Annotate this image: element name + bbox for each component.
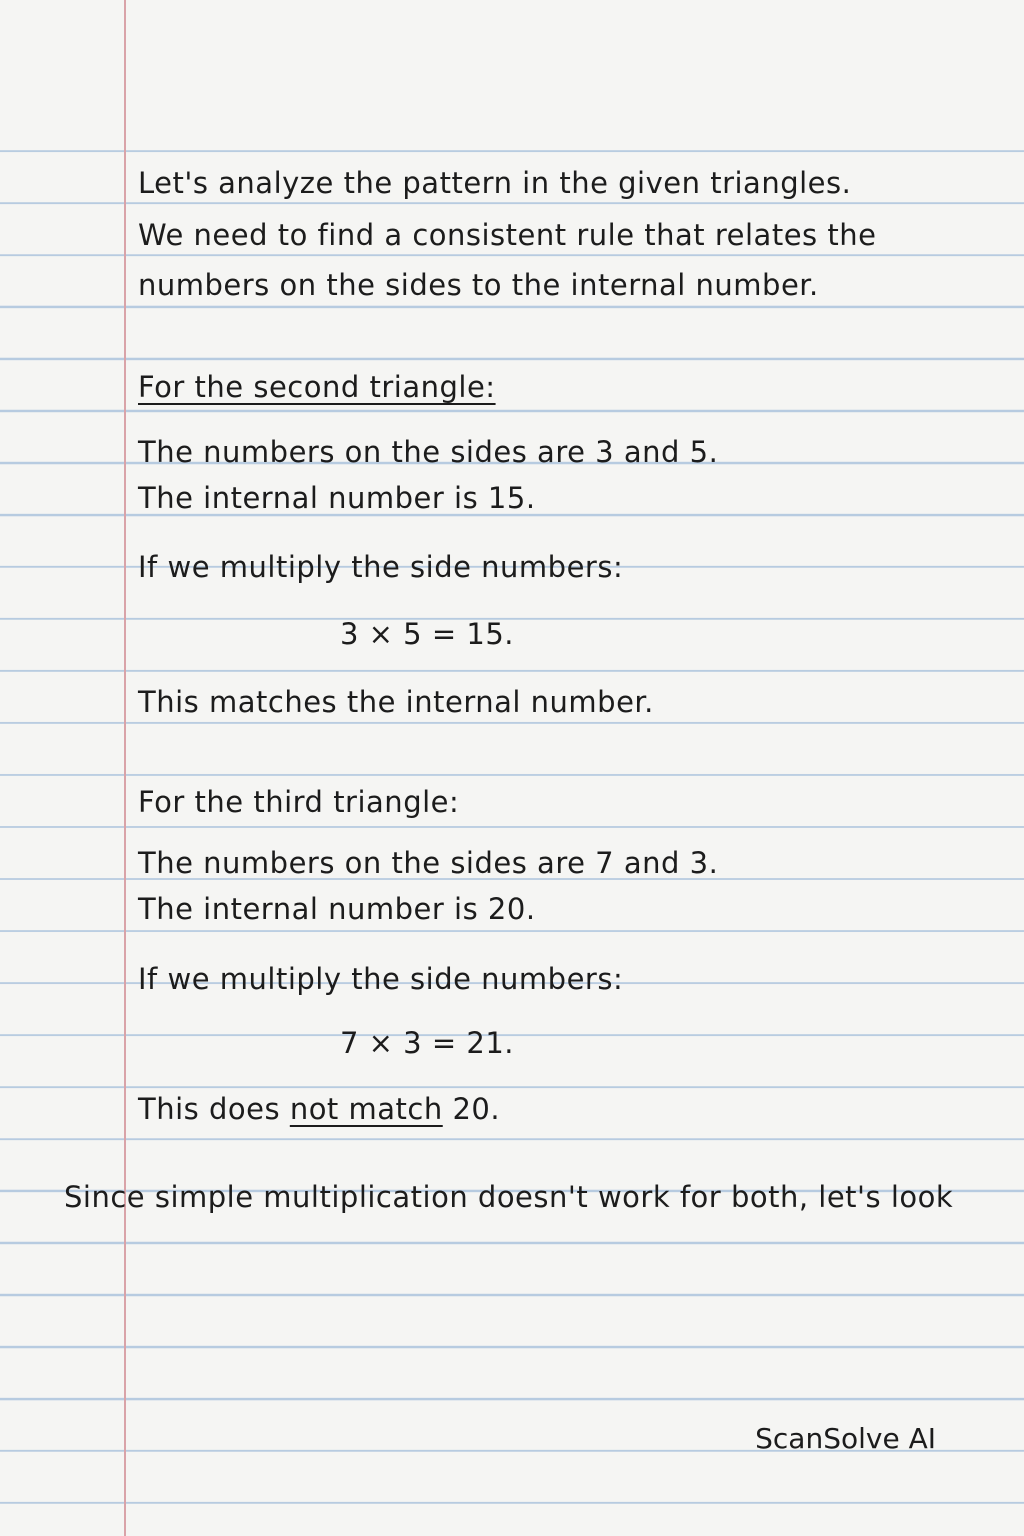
intro-line-1: Let's analyze the pattern in the given triangles.: [138, 166, 852, 200]
second-triangle-heading: For the second triangle:: [138, 370, 496, 404]
signature: ScanSolve AI: [755, 1422, 936, 1455]
third-result-suffix: 20.: [442, 1092, 501, 1126]
second-result: This matches the internal number.: [138, 685, 654, 719]
third-multiply-intro: If we multiply the side numbers:: [138, 962, 624, 996]
margin-line: [124, 0, 126, 1536]
second-multiply-intro: If we multiply the side numbers:: [138, 550, 624, 584]
intro-line-2: We need to find a consistent rule that relates the: [138, 218, 877, 252]
third-triangle-heading: For the third triangle:: [138, 785, 460, 819]
second-equation: 3 × 5 = 15.: [340, 617, 514, 651]
third-result-prefix: This does: [138, 1092, 290, 1126]
third-equation: 7 × 3 = 21.: [340, 1026, 514, 1060]
third-result-emphasis: not match: [289, 1092, 443, 1126]
intro-line-3: numbers on the sides to the internal number.: [138, 268, 819, 302]
third-result: [138, 1092, 500, 1126]
second-triangle-sides: The numbers on the sides are 3 and 5.: [138, 435, 719, 469]
third-triangle-internal: The internal number is 20.: [138, 892, 536, 926]
page-header-space: [0, 0, 1024, 150]
closing-line: Since simple multiplication doesn't work for both, let's look: [64, 1180, 954, 1214]
second-triangle-internal: The internal number is 15.: [138, 481, 536, 515]
third-triangle-sides: The numbers on the sides are 7 and 3.: [138, 846, 719, 880]
